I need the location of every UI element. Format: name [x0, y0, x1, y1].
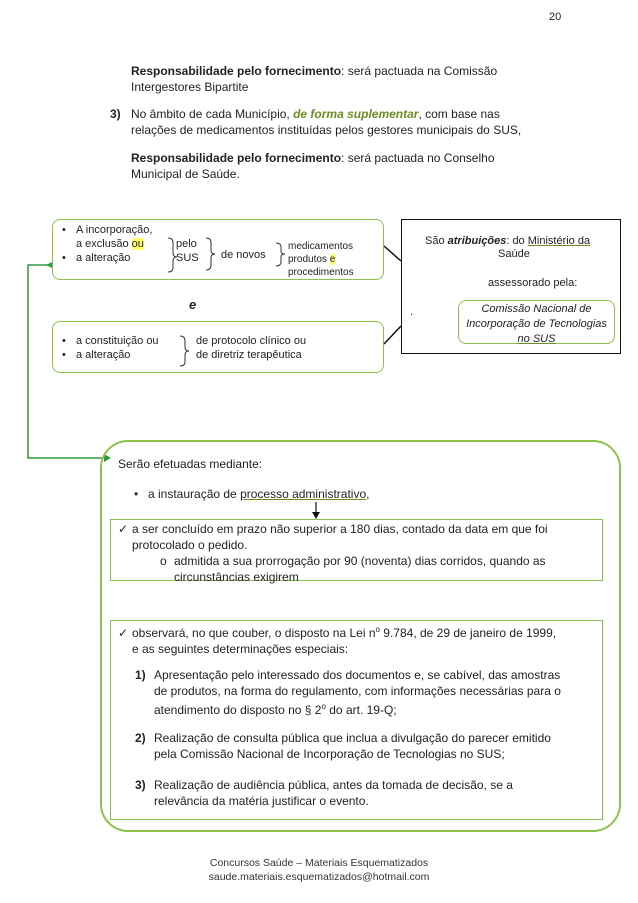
attr-ministerio: Ministério da [527, 235, 591, 247]
extension-line2: circunstâncias exigirem [174, 570, 299, 584]
line-to-box-top [384, 246, 401, 261]
item-3-post: , com base nas [418, 107, 500, 121]
procedure-intro: Serão efetuadas mediante: [118, 457, 263, 471]
bullet-alteracao-2: a alteração [76, 349, 131, 361]
protocolo-label: de protocolo clínico ou [196, 335, 307, 347]
brace-1 [168, 238, 177, 272]
page-number: 20 [549, 11, 562, 23]
responsibility-2-label: Responsabilidade pelo fornecimento [131, 151, 342, 165]
bullet-icon: • [134, 487, 139, 501]
law-post: 9.784, de 29 de janeiro de 1999, [379, 626, 557, 640]
circle-bullet-icon: o [160, 554, 167, 568]
item-3-line2: relações de medicamentos instituídas pelos gestores municipais do SUS, [131, 123, 522, 137]
determination-1-number [135, 667, 146, 683]
item-3-pre: No âmbito de cada Município, [131, 107, 294, 121]
footer [0, 857, 638, 883]
bullet-incorporacao: A incorporação, [76, 224, 153, 236]
deadline-line2: protocolado o pedido. [132, 538, 248, 552]
deadline-line1: a ser concluído em prazo não superior a 180 dias, contado da data em que foi [132, 522, 548, 536]
determination-3-number [135, 777, 146, 793]
brace-2 [206, 238, 215, 270]
determination-1 [154, 667, 600, 718]
assessorado-label: assessorado pela: [488, 277, 578, 289]
bullet-icon: • [62, 224, 66, 236]
conitec-line3: no SUS [517, 333, 556, 345]
bullet-icon: • [62, 349, 66, 361]
line-to-box-bottom [384, 326, 401, 344]
law-sup: o [375, 625, 380, 634]
law-pre: observará, no que couber, o disposto na Lei n [132, 626, 376, 640]
law-line2: e as seguintes determinações especiais: [132, 642, 349, 656]
bullet-icon: • [62, 335, 66, 347]
pelo-label: pelo [176, 238, 197, 250]
determination-2-number [135, 730, 146, 746]
n2-text: 2) [135, 731, 146, 745]
check-icon: ✓ [118, 626, 129, 640]
d1-line3-pre: atendimento do disposto no § 2 [154, 703, 322, 717]
d1-sup: o [321, 702, 326, 711]
check-icon: ✓ [118, 522, 129, 536]
attr-mid: : do [506, 235, 528, 247]
deadline-text [118, 521, 600, 585]
responsibility-1-label: Responsabilidade pelo fornecimento [131, 64, 342, 78]
responsibility-2-line2: Municipal de Saúde. [131, 167, 240, 181]
conitec-line1: Comissão Nacional de [481, 303, 592, 315]
arrow-line [28, 265, 103, 458]
de-novos-label: de novos [221, 249, 266, 261]
d3-line2: relevância da matéria justificar o evento. [154, 794, 369, 808]
procedimentos-label: procedimentos [288, 267, 354, 278]
bullet-exclusao: a exclusão [76, 238, 132, 250]
n3-text: 3) [135, 778, 146, 792]
highlight-e: e [329, 254, 336, 265]
bullet-icon: • [62, 252, 66, 264]
bullet-constituicao: a constituição ou [76, 335, 159, 347]
d3-line1: Realização de audiência pública, antes da tomada de decisão, se a [154, 778, 513, 792]
process-pre: a instauração de [148, 487, 241, 501]
law-text [118, 622, 600, 657]
footer-title: Concursos Saúde – Materiais Esquematizados [209, 857, 429, 869]
d1-line1: Apresentação pelo interessado dos documentos e, se cabível, das amostras [154, 668, 561, 682]
footer-email: saude.materiais.esquematizados@hotmail.com [208, 871, 430, 883]
e-connector: e [189, 297, 197, 312]
process-bullet [134, 486, 369, 502]
process-admin: processo administrativo [240, 487, 367, 501]
attr-saude: Saúde [498, 248, 530, 260]
d1-line3-post: do art. 19-Q; [325, 703, 397, 717]
d1-line2: de produtos, na forma do regulamento, com informações necessárias para o [154, 684, 561, 698]
process-post: , [366, 487, 370, 501]
responsibility-1-text: : será pactuada na Comissão [341, 64, 498, 78]
highlight-ou: ou [131, 238, 144, 250]
d2-line2: pela Comissão Nacional de Incorporação de Tecnologias no SUS; [154, 747, 505, 761]
extension-line1: admitida a sua prorrogação por 90 (noventa) dias corridos, quando as [174, 554, 546, 568]
attr-pre: São [425, 235, 448, 247]
bullet-alteracao: a alteração [76, 252, 131, 264]
arrow-head-small-icon [46, 262, 52, 268]
determination-3 [154, 777, 600, 809]
item-3-emphasis: de forma suplementar [293, 107, 419, 121]
produtos-label: produtos [288, 254, 330, 265]
brace-3 [276, 243, 285, 266]
conitec-line2: Incorporação de Tecnologias [466, 318, 607, 330]
item-3-num-text: 3) [110, 107, 121, 121]
brace-4 [180, 336, 189, 366]
attr-emphasis: atribuições [447, 235, 507, 247]
sus-label: SUS [176, 252, 199, 264]
diretriz-label: de diretriz terapêutica [196, 349, 302, 361]
d2-line1: Realização de consulta pública que inclua a divulgação do parecer emitido [154, 731, 551, 745]
responsibility-1-line2: Intergestores Bipartite [131, 80, 249, 94]
responsibility-2-text: : será pactuada no Conselho [341, 151, 495, 165]
determination-2 [154, 730, 600, 762]
medicamentos-label: medicamentos [288, 241, 354, 252]
n1-text: 1) [135, 668, 146, 682]
dot-mark: . [410, 306, 414, 318]
